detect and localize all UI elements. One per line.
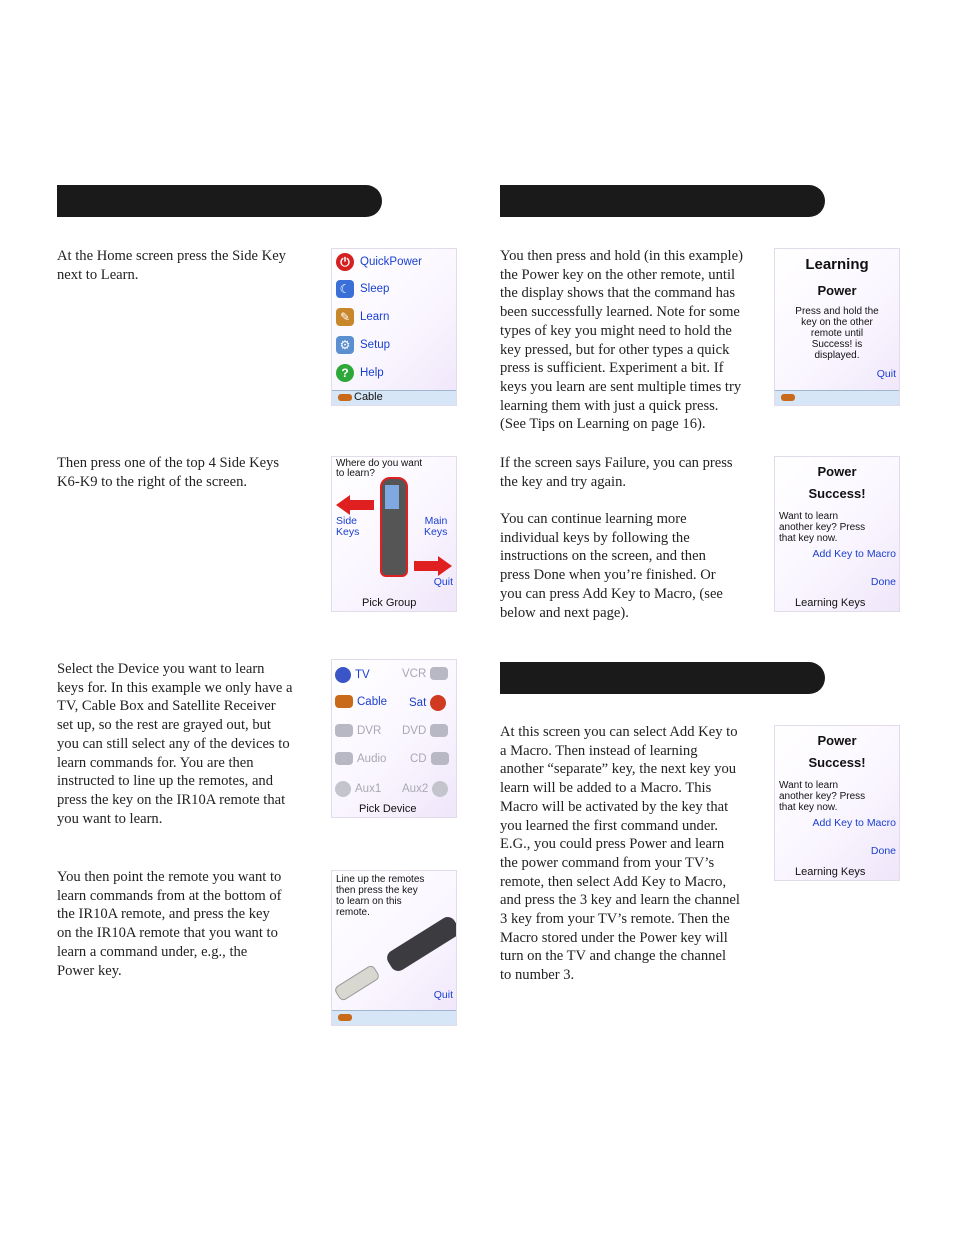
remote-screen (385, 485, 399, 509)
sat-icon (430, 695, 446, 711)
home-screen-image (331, 248, 457, 406)
cable-icon (335, 695, 353, 708)
other-remote-icon (333, 964, 380, 1002)
main-keys-label: Main Keys (424, 515, 448, 538)
help-icon: ? (336, 364, 354, 382)
menu-label: Help (360, 367, 384, 379)
dvr-icon (335, 724, 353, 737)
tv-icon (335, 667, 351, 683)
left-arrow-icon (336, 495, 350, 515)
quit-label: Quit (876, 368, 896, 380)
footer-label: Learning Keys (795, 866, 866, 878)
press-hold-instruction-text: You then press and hold (in this example) the Power key on the other remote, until the display shows that the command has been successfully learned. Note for some types of key you might need to hold the key pressed, but for other types a quick press is sufficient. Experiment a bit. If keys you learn are sent multiple times try learning them with just a quick press. (See Tips on Learning on page 16). (500, 248, 743, 433)
device-label: Aux1 (355, 783, 382, 795)
continue-learning-text: You can continue learning more individual keys by following the instructions on the screen, and then press Done when you’re finished. Or you can press Add Key to Macro, (see below and next page). (500, 511, 723, 621)
device-aux2 (402, 781, 448, 797)
device-cable (335, 695, 387, 708)
done-label: Done (870, 576, 896, 588)
add-key-to-macro-label: Add Key to Macro (812, 548, 896, 560)
audio-icon (335, 752, 353, 765)
device-tv (335, 667, 370, 683)
menu-item-help (336, 364, 384, 382)
device-label: CD (410, 752, 427, 765)
failure-instruction-text: If the screen says Failure, you can press the key and try again. (500, 455, 733, 490)
device-vcr (402, 667, 448, 680)
side-keys-label: Side Keys (336, 515, 360, 538)
footer-label: Cable (354, 391, 383, 403)
quit-label: Quit (433, 576, 453, 588)
section-header-bar-left (57, 185, 382, 217)
device-label: Cable (357, 695, 388, 708)
screen-prompt: Want to learn another key? Press that key now. (779, 780, 866, 813)
device-label: TV (355, 669, 370, 681)
screen-footer (775, 390, 899, 405)
device-label: Aux2 (402, 783, 429, 795)
device-label: Sat (409, 697, 427, 709)
sleep-icon: ☾ (336, 280, 354, 298)
screen-footer (332, 390, 456, 405)
section-header-bar-right-bottom (500, 662, 825, 694)
screen-footer (332, 1010, 456, 1025)
key-name: Power (817, 733, 857, 748)
device-label: Audio (357, 752, 387, 765)
screen-instruction: Press and hold the key on the other remote until Success! is displayed. (795, 306, 879, 361)
dvd-icon (430, 724, 448, 737)
device-label: DVD (402, 724, 427, 737)
menu-item-setup (336, 336, 390, 354)
aux2-icon (432, 781, 448, 797)
screen-title: Learning (805, 256, 869, 273)
screen-question: Where do you want to learn? (336, 458, 423, 479)
learn-icon: ✎ (336, 308, 354, 326)
setup-icon: ⚙ (336, 336, 354, 354)
device-cd (410, 752, 449, 765)
device-aux1 (335, 781, 381, 797)
screen-instruction: Line up the remotes then press the key to learn on this remote. (336, 874, 425, 918)
section-header-bar-right-top (500, 185, 825, 217)
key-name: Power (817, 283, 857, 298)
learning-screen-image (774, 248, 900, 406)
power-icon: ⏻ (336, 253, 354, 271)
ir10a-remote-icon (384, 914, 457, 974)
success-screen-image (774, 456, 900, 612)
home-instruction-text: At the Home screen press the Side Key next to Learn. (57, 248, 286, 283)
add-key-macro-text: At this screen you can select Add Key to a Macro. Then instead of learning another “separate” key, the next key you learn will be added to a Macro. This Macro will be activated by the key that you learned the first command under. E.G., you could press Power and learn the power command from your TV’s remote, then select Add Key to Macro, and press the 3 key and learn the channel 3 key from your TV’s remote. Then the Macro stored under the Power key will turn on the TV and change the channel to number 3. (500, 724, 740, 984)
key-name: Power (817, 464, 857, 479)
menu-label: Sleep (360, 283, 390, 295)
menu-item-quickpower (336, 253, 422, 271)
footer-label: Pick Device (359, 803, 417, 815)
menu-item-sleep (336, 280, 389, 298)
device-label: VCR (402, 667, 427, 680)
left-arrow-tail (350, 500, 374, 510)
cable-icon (781, 394, 795, 401)
point-remote-instruction-text: You then point the remote you want to learn commands from at the bottom of the IR10A remote, and press the key on the IR10A remote that you want to learn a command under, e.g., the Power key. (57, 869, 282, 979)
select-device-instruction-text: Select the Device you want to learn keys for. In this example we only have a TV, Cable Box and Satellite Receiver set up, so the rest are grayed out, but you can still select any of the devices to learn commands for. You are then instructed to line up the remotes, and press the key on the IR10A remote that you want to learn. (57, 661, 293, 827)
right-arrow-tail (414, 561, 438, 571)
aux1-icon (335, 781, 351, 797)
device-dvd (402, 724, 448, 737)
pick-device-screen-image (331, 659, 457, 818)
cd-icon (431, 752, 449, 765)
add-key-to-macro-label: Add Key to Macro (812, 817, 896, 829)
menu-label: Learn (360, 311, 390, 323)
quit-label: Quit (433, 989, 453, 1001)
right-arrow-icon (438, 556, 452, 576)
device-label: DVR (357, 724, 382, 737)
screen-prompt: Want to learn another key? Press that key now. (779, 511, 866, 544)
cable-icon (338, 394, 352, 401)
side-keys-instruction-text: Then press one of the top 4 Side Keys K6-K9 to the right of the screen. (57, 455, 280, 490)
device-audio (335, 752, 386, 765)
menu-item-learn (336, 308, 389, 326)
menu-label: Setup (360, 339, 391, 351)
cable-icon (338, 1014, 352, 1021)
success-screen-image-macro (774, 725, 900, 881)
footer-label: Pick Group (362, 597, 417, 609)
done-label: Done (870, 845, 896, 857)
footer-label: Learning Keys (795, 597, 866, 609)
device-sat (409, 695, 446, 711)
success-status: Success! (808, 486, 866, 501)
pick-group-screen-image (331, 456, 457, 612)
line-up-screen-image (331, 870, 457, 1026)
vcr-icon (430, 667, 448, 680)
success-status: Success! (808, 755, 866, 770)
menu-label: QuickPower (360, 256, 422, 268)
device-dvr (335, 724, 381, 737)
